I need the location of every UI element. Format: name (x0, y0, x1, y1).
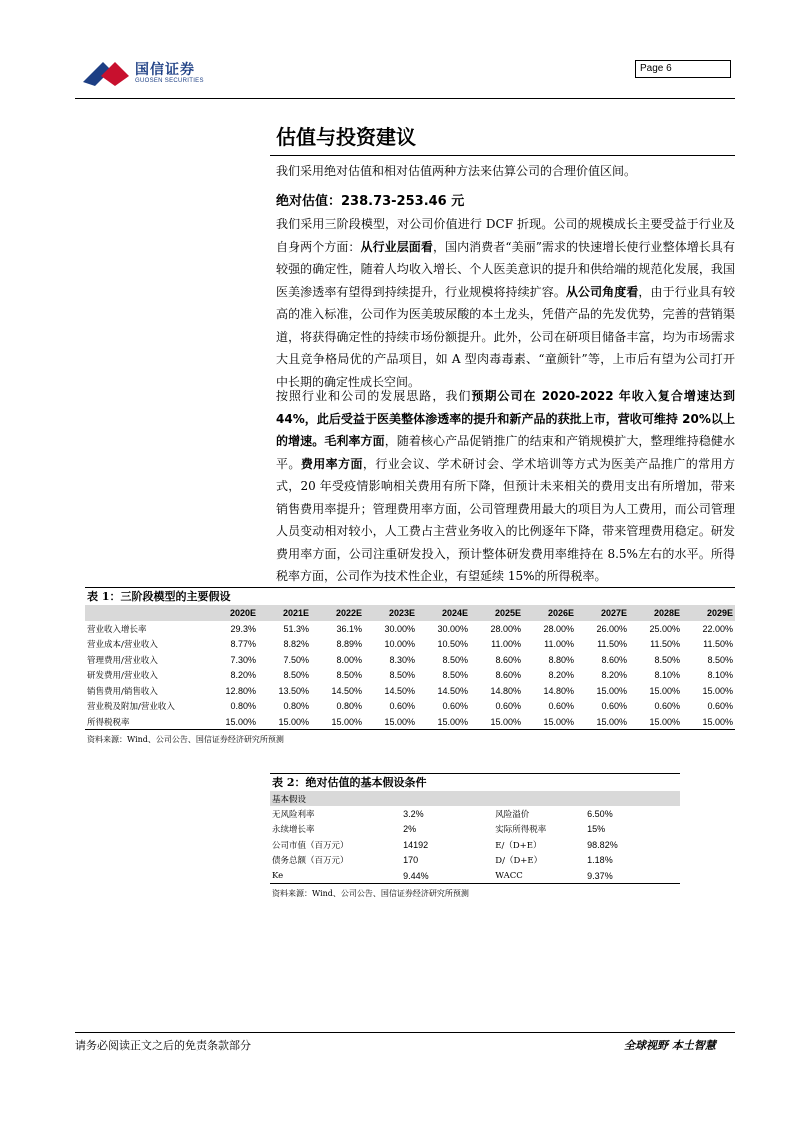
table-cell: 51.3% (283, 623, 309, 634)
table-cell: 15.00% (629, 714, 682, 730)
table-cell: 25.00% (649, 623, 680, 634)
title-divider (270, 155, 735, 156)
table-cell: 8.50% (442, 654, 468, 665)
footer-slogan: 全球视野 本土智慧 (624, 1039, 716, 1052)
dcf-paragraph (276, 213, 735, 393)
company-logo (81, 56, 211, 90)
table-row (85, 683, 735, 699)
table-cell: 28.00% (490, 623, 521, 634)
table-cell: 12.80% (225, 685, 256, 696)
table-cell: 28.00% (543, 623, 574, 634)
column-header: 2025E (470, 605, 523, 621)
table-cell: 6.50% (587, 808, 613, 819)
table-cell: 0.60% (654, 701, 680, 712)
section-title: 估值与投资建议 (276, 125, 416, 149)
table-row (270, 806, 680, 822)
valuation-assumptions-table (270, 773, 680, 899)
footer-divider (75, 1032, 735, 1033)
table-row (270, 822, 680, 838)
row-label: 永续增长率 (272, 825, 315, 836)
table-row (85, 637, 735, 653)
row-label: 实际所得税率 (495, 825, 547, 836)
table-cell: 13.50% (278, 685, 309, 696)
table-cell: 14.50% (384, 685, 415, 696)
forecast-paragraph (276, 385, 735, 588)
row-label: 营业收入增长率 (87, 624, 147, 635)
table-row (85, 668, 735, 684)
text-run: ，随着核心产品促销推广的结束和产销规模扩大，整理维持稳健水平。 (276, 434, 735, 471)
table-cell: 15.00% (576, 714, 629, 730)
table-cell: 98.82% (587, 839, 618, 850)
row-label: 债务总额（百万元） (272, 856, 349, 867)
table-source: 资料来源：Wind、公司公告、国信证券经济研究所预测 (272, 889, 469, 898)
logo-text-cn: 国信证券 (135, 62, 195, 78)
table-row (270, 853, 680, 869)
table-row (270, 868, 680, 884)
table-header: 基本假设 (270, 791, 680, 806)
column-header (85, 605, 205, 621)
table-cell: 8.50% (654, 654, 680, 665)
row-label: 营业税及附加/营业收入 (87, 702, 175, 713)
table-cell: 0.60% (707, 701, 733, 712)
row-label: D/（D+E） (495, 856, 543, 867)
disclaimer-note: 请务必阅读正文之后的免责条款部分 (75, 1039, 251, 1052)
text-run: ，行业会议、学术研讨会、学术培训等方式为医美产品推广的常用方式，20 年受疫情影响相关费用有所下降，但预计未来相关的费用支出有所增加，带来销售费用率提升；管理费用率方面，公司管理费用最大的项目为人工费用，而公司管理人员变动相对较小，人工费占主营业务收入的比例逐年下降，带来管理费用稳定。研发费用率方面，公司注重研发投入，预计整体研发费用率维持在 8.5%左右的水平。所得税率方面，公司作为技术性企业，有望延续 15%的所得税率。 (276, 456, 735, 583)
table-row (270, 837, 680, 853)
text-run: ，国内消费者“美丽”需求的快速增长使行业整体增长具有较强的确定性，随着人均收入增长、个人医美意识的提升和供给端的规范化发展，我国医美渗透率有望得到持续提升，行业规模将持续扩容。 (276, 239, 735, 299)
table-cell: 15.00% (364, 714, 417, 730)
table-cell: 8.50% (389, 670, 415, 681)
table-cell: 10.50% (437, 639, 468, 650)
column-header: 2022E (311, 605, 364, 621)
table-cell: 14192 (403, 839, 429, 850)
table-cell: 8.50% (442, 670, 468, 681)
table-cell: 15.00% (596, 685, 627, 696)
table-cell: 0.60% (601, 701, 627, 712)
table-cell: 0.60% (548, 701, 574, 712)
row-label: 研发费用/营业收入 (87, 671, 158, 682)
row-label: 所得税税率 (85, 714, 205, 730)
table-caption: 表 2：绝对估值的基本假设条件 (270, 773, 680, 791)
table-cell: 7.30% (230, 654, 256, 665)
table-cell: 0.60% (442, 701, 468, 712)
table-cell: 26.00% (596, 623, 627, 634)
table-cell: 11.50% (703, 639, 733, 650)
column-header: 2027E (576, 605, 629, 621)
table-cell: 170 (403, 855, 419, 866)
row-label: 公司市值（百万元） (272, 840, 349, 851)
table-cell: 15.00% (682, 714, 735, 730)
table-cell: 2% (403, 824, 417, 835)
table-cell: 8.00% (336, 654, 362, 665)
column-header: 2023E (364, 605, 417, 621)
table-cell: 8.82% (283, 639, 309, 650)
table-cell: 15.00% (311, 714, 364, 730)
table-row (85, 714, 735, 730)
bold-run: 从行业层面看 (360, 239, 433, 254)
table-cell: 15.00% (258, 714, 311, 730)
column-header: 2029E (682, 605, 735, 621)
table-cell: 11.00% (491, 639, 521, 650)
row-label: 无风险利率 (272, 809, 315, 820)
table-cell: 8.20% (601, 670, 627, 681)
table-row (85, 621, 735, 637)
table-cell: 10.00% (384, 639, 415, 650)
table-cell: 8.20% (230, 670, 256, 681)
table-source: 资料来源：Wind、公司公告、国信证券经济研究所预测 (87, 735, 284, 744)
table-cell: 8.77% (230, 639, 256, 650)
table-cell: 0.80% (283, 701, 309, 712)
table-cell: 14.50% (437, 685, 468, 696)
text-run: 按照行业和公司的发展思路，我们 (276, 389, 472, 403)
table-cell: 0.60% (389, 701, 415, 712)
row-label: 销售费用/销售收入 (87, 686, 158, 697)
table-cell: 15.00% (205, 714, 258, 730)
table-cell: 1.18% (587, 855, 613, 866)
row-label: E/（D+E） (495, 840, 542, 851)
absolute-valuation-heading: 绝对估值：238.73-253.46 元 (276, 194, 465, 209)
table-cell: 3.2% (403, 808, 424, 819)
table-cell: 11.00% (544, 639, 574, 650)
page-number: Page 6 (635, 60, 731, 78)
table-cell: 11.50% (597, 639, 627, 650)
row-label: 风险溢价 (495, 809, 530, 820)
table-cell: 0.60% (495, 701, 521, 712)
table-cell: 11.50% (650, 639, 680, 650)
table-cell: 15% (587, 824, 606, 835)
table-cell: 14.80% (490, 685, 521, 696)
table-cell: 0.80% (336, 701, 362, 712)
table-cell: 8.50% (707, 654, 733, 665)
table-cell: 8.60% (495, 654, 521, 665)
table-cell: 8.89% (336, 639, 362, 650)
bold-run: 从公司角度看 (565, 284, 639, 299)
row-label: WACC (495, 868, 587, 884)
table-cell: 15.00% (470, 714, 523, 730)
table-cell: 15.00% (649, 685, 680, 696)
table-cell: 8.10% (654, 670, 680, 681)
row-label: 管理费用/营业收入 (87, 655, 158, 666)
bold-run: 费用率方面 (300, 456, 363, 471)
table-cell: 15.00% (523, 714, 576, 730)
row-label: 营业成本/营业收入 (87, 640, 158, 651)
row-label: Ke (270, 868, 403, 884)
table-cell: 29.3% (230, 623, 256, 634)
table-cell: 8.50% (336, 670, 362, 681)
table-cell: 15.00% (417, 714, 470, 730)
table-cell: 8.80% (548, 654, 574, 665)
intro-paragraph: 我们采用绝对估值和相对估值两种方法来估算公司的合理价值区间。 (276, 164, 637, 178)
table-cell: 8.30% (389, 654, 415, 665)
table-cell: 9.37% (587, 868, 680, 884)
table-cell: 7.50% (283, 654, 309, 665)
bold-run: 预期公司在 2020-2022 年收入复合增速达到 44%，此后受益于医美整体渗透率的提升和新产品的获批上市，营收可维持 20%以上的增速。毛利率方面 (276, 389, 735, 448)
assumptions-table (85, 587, 735, 745)
table-cell: 30.00% (437, 623, 468, 634)
page-header (75, 50, 735, 102)
column-header: 2024E (417, 605, 470, 621)
table-cell: 8.10% (707, 670, 733, 681)
column-header: 2021E (258, 605, 311, 621)
text-run: ，由于行业具有较高的准入标准，公司作为医美玻尿酸的本土龙头，凭借产品的先发优势，完善的营销渠道，将获得确定性的持续市场份额提升。此外，公司在研项目储备丰富，均为市场需求大且竞争格局优的产品项目，如 A 型肉毒毒素、“童颜针”等，上市后有望为公司打开中长期的确定性成长空间。 (276, 284, 735, 389)
table-cell: 14.80% (543, 685, 574, 696)
table-cell: 9.44% (403, 868, 495, 884)
table-cell: 22.00% (702, 623, 733, 634)
table-cell: 8.60% (495, 670, 521, 681)
table-cell: 36.1% (336, 623, 362, 634)
table-row (85, 699, 735, 715)
table-caption: 表 1：三阶段模型的主要假设 (85, 587, 735, 605)
column-header: 2020E (205, 605, 258, 621)
table-cell: 14.50% (331, 685, 362, 696)
column-header: 2028E (629, 605, 682, 621)
guosen-logo-icon (81, 58, 131, 88)
table-cell: 8.20% (548, 670, 574, 681)
table-cell: 8.60% (601, 654, 627, 665)
logo-text-en: GUOSEN SECURITIES (135, 78, 204, 84)
table-cell: 8.50% (283, 670, 309, 681)
table-cell: 0.80% (230, 701, 256, 712)
column-header: 2026E (523, 605, 576, 621)
table-cell: 30.00% (384, 623, 415, 634)
text-run: 我们采用三阶段模型，对公司价值进行 DCF 折现。公司的规模成长主要受益于行业及自身两个方面： (276, 217, 735, 254)
header-divider (75, 98, 735, 99)
table-cell: 15.00% (702, 685, 733, 696)
table-row (85, 652, 735, 668)
